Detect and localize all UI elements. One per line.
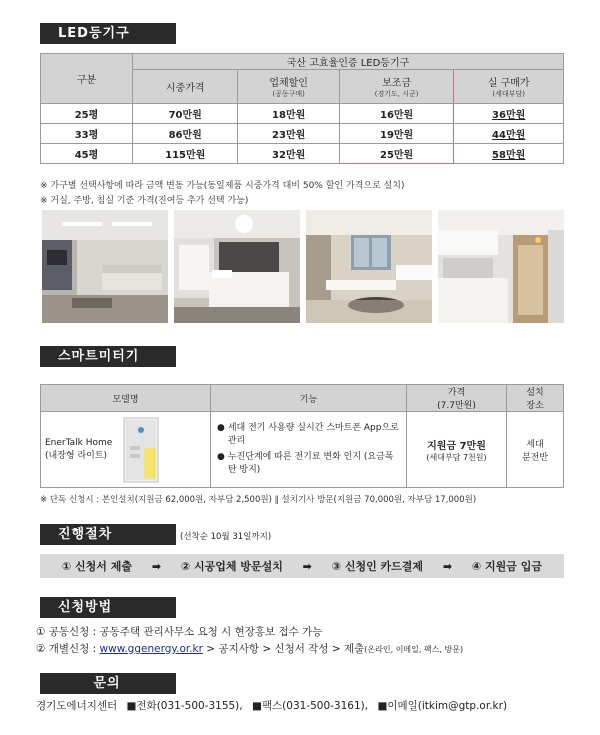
cell-functions: ● 세대 전기 사용량 실시간 스마트폰 App으로 관리 ● 누진단계에 따른 전기료 변화 인지 (요금폭탄 방지) xyxy=(211,412,407,488)
table-row xyxy=(41,104,564,124)
process-note: (선착순 10월 31일까지) xyxy=(180,532,272,542)
cell-size: 45평 xyxy=(41,144,133,164)
header-market: 시중가격 xyxy=(133,70,238,104)
study-room-photo xyxy=(306,210,432,323)
cell-subsidy: 19만원 xyxy=(339,124,453,144)
cell-subsidy: 16만원 xyxy=(339,104,453,124)
col-type-header: 구분 xyxy=(41,54,133,104)
group-header: 국산 고효율인증 LED등기구 xyxy=(133,54,564,70)
cell-install: 세대 분전반 xyxy=(507,412,564,488)
cell-market: 86만원 xyxy=(133,124,238,144)
step-4: ④ 지원금 입금 xyxy=(471,560,542,573)
smartmeter-table xyxy=(40,384,564,488)
kitchen-photo xyxy=(438,210,564,323)
header-install: 설치 장소 xyxy=(507,385,564,412)
contact-org: 경기도에너지센터 xyxy=(36,700,118,712)
contact-email: ■이메일(itkim@gtp.or.kr) xyxy=(377,700,508,712)
table-row xyxy=(41,144,564,164)
step-3: ③ 신청인 카드결제 xyxy=(331,560,424,573)
cell-discount: 18만원 xyxy=(238,104,339,124)
interior-photos xyxy=(42,210,564,323)
smartmeter-note: ※ 단독 신청시 : 본인설치(지원금 62,000원, 자부담 2,500원) ∥ 설치기사 방문(지원금 70,000원, 자부담 17,000원) xyxy=(40,495,477,505)
arrow-icon: ➡ xyxy=(302,559,312,573)
cell-size: 25평 xyxy=(41,104,133,124)
function-item: 누진단계에 따른 전기료 변화 인지 (요금폭탄 방지) xyxy=(227,452,394,475)
cell-model xyxy=(41,412,211,488)
section-heading-smartmeter: 스마트미터기 xyxy=(40,346,176,367)
website-link[interactable]: www.ggenergy.or.kr xyxy=(99,643,203,655)
bedroom-photo xyxy=(174,210,300,323)
method-line-1: ① 공동신청 : 공동주택 관리사무소 요청 시 현장홍보 접수 가능 xyxy=(36,626,323,638)
model-sub: (내장형 라이트) xyxy=(45,451,108,461)
smartmeter-device-image xyxy=(116,416,166,484)
cell-size: 33평 xyxy=(41,124,133,144)
cell-market: 115만원 xyxy=(133,144,238,164)
table-row xyxy=(41,124,564,144)
header-discount: 업체할인 (공동구매) xyxy=(238,70,339,104)
cell-discount: 32만원 xyxy=(238,144,339,164)
cell-price: 지원금 7만원 (세대부담 7천원) xyxy=(407,412,507,488)
cell-final: 44만원 xyxy=(454,124,564,144)
cell-final: 36만원 xyxy=(454,104,564,124)
section-heading-led: LED등기구 xyxy=(40,23,176,44)
header-model: 모델명 xyxy=(41,385,211,412)
header-price: 가격 (7.7만원) xyxy=(407,385,507,412)
arrow-icon: ➡ xyxy=(151,559,162,573)
step-1: ① 신청서 제출 xyxy=(61,560,133,573)
header-final: 실 구매가 (세대부담) xyxy=(454,70,564,104)
section-heading-process: 진행절차 xyxy=(40,524,176,545)
model-name: EnerTalk Home xyxy=(45,438,113,448)
arrow-icon: ➡ xyxy=(442,559,453,573)
method-line-2: ② 개별신청 : www.ggenergy.or.kr > 공지사항 > 신청서 작성 > 제출(온라인, 이메일, 팩스, 방문) xyxy=(36,643,464,655)
contact-fax: ■팩스(031-500-3161), xyxy=(251,700,369,712)
function-item: 세대 전기 사용량 실시간 스마트폰 App으로 관리 xyxy=(227,423,399,446)
led-note-2: ※ 거실, 주방, 침실 기준 가격(진여등 추가 선택 가능) xyxy=(40,196,249,206)
living-room-photo xyxy=(42,210,168,323)
step-2: ② 시공업체 방문설치 xyxy=(180,560,283,573)
header-subsidy: 보조금 (경기도, 시군) xyxy=(339,70,453,104)
contact-info xyxy=(36,698,507,713)
led-price-table xyxy=(40,53,564,164)
section-heading-method: 신청방법 xyxy=(40,597,176,618)
led-note-1: ※ 가구별 선택사항에 따라 금액 변동 가능(동일제품 시중가격 대비 50% 할인 가격으로 설치) xyxy=(40,181,405,191)
cell-market: 70만원 xyxy=(133,104,238,124)
contact-phone: ■전화(031-500-3155), xyxy=(126,700,243,712)
cell-discount: 23만원 xyxy=(238,124,339,144)
process-steps xyxy=(40,554,564,578)
header-function: 기능 xyxy=(211,385,407,412)
cell-final: 58만원 xyxy=(454,144,564,164)
cell-subsidy: 25만원 xyxy=(339,144,453,164)
section-heading-contact: 문의 xyxy=(40,673,176,694)
